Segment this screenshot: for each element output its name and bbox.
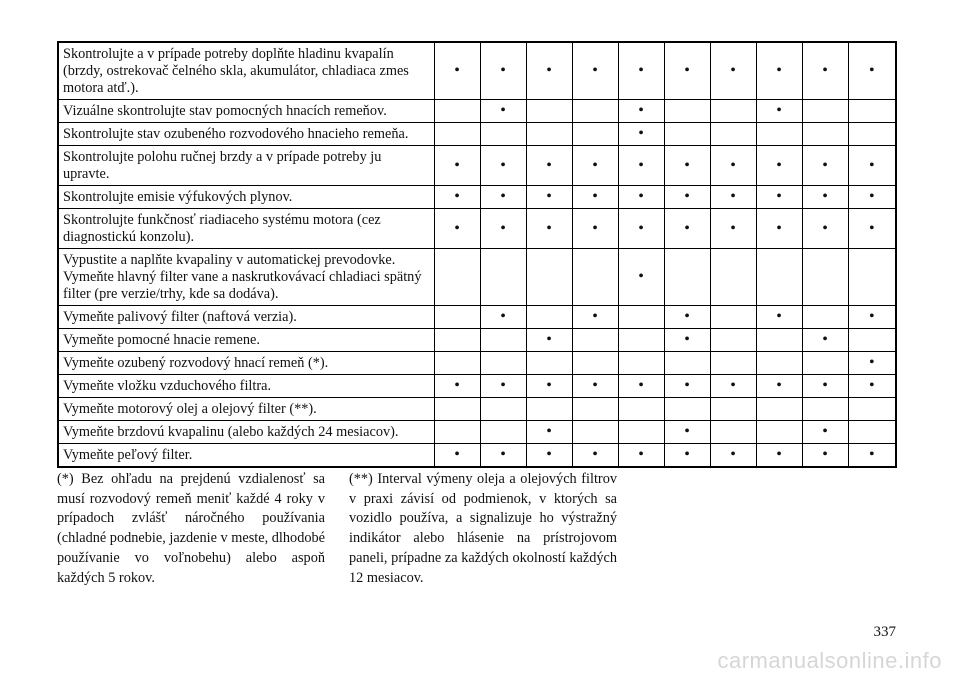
interval-cell: [526, 444, 572, 468]
interval-cell: [526, 186, 572, 209]
bullet-mark: •: [638, 446, 644, 463]
interval-cell: [434, 398, 480, 421]
interval-cell: [572, 209, 618, 249]
bullet-mark: •: [500, 156, 506, 174]
interval-cell: [802, 398, 848, 421]
bullet-mark: •: [776, 188, 782, 205]
bullet-mark: •: [684, 331, 690, 348]
bullet-mark: •: [546, 62, 552, 79]
bullet-mark: •: [776, 62, 782, 79]
interval-cell: [756, 421, 802, 444]
interval-cell: [848, 329, 896, 352]
bullet-mark: •: [638, 188, 644, 205]
bullet-mark: •: [546, 331, 552, 348]
interval-cell: [756, 146, 802, 186]
interval-cell: [618, 329, 664, 352]
task-description: Vypustite a naplňte kvapaliny v automatickej prevodovke. Vymeňte hlavný filter vane a naskrutkovávací chladiaci spätný filter (pre verzie/trhy, kde sa dodáva).: [58, 249, 434, 306]
interval-cell: [572, 123, 618, 146]
bullet-mark: •: [546, 188, 552, 205]
interval-cell: [618, 421, 664, 444]
bullet-mark: •: [868, 354, 875, 371]
task-description: Vizuálne skontrolujte stav pomocných hnacích remeňov.: [58, 100, 434, 123]
interval-cell: [618, 146, 664, 186]
bullet-mark: •: [868, 156, 875, 174]
interval-cell: [802, 249, 848, 306]
bullet-mark: •: [822, 446, 828, 463]
interval-cell: [480, 100, 526, 123]
task-description: Skontrolujte polohu ručnej brzdy a v prípade potreby ju upravte.: [58, 146, 434, 186]
bullet-mark: •: [822, 219, 828, 237]
interval-cell: [572, 42, 618, 100]
bullet-mark: •: [546, 156, 552, 174]
interval-cell: [526, 123, 572, 146]
interval-cell: [618, 123, 664, 146]
interval-cell: [848, 42, 896, 100]
bullet-mark: •: [454, 377, 460, 394]
bullet-mark: •: [684, 446, 690, 463]
table-row: [58, 329, 896, 352]
interval-cell: [848, 146, 896, 186]
interval-cell: [848, 352, 896, 375]
interval-cell: [664, 375, 710, 398]
bullet-mark: •: [684, 308, 690, 325]
interval-cell: [618, 444, 664, 468]
interval-cell: [572, 444, 618, 468]
interval-cell: [802, 352, 848, 375]
interval-cell: [848, 375, 896, 398]
bullet-mark: •: [684, 62, 690, 79]
interval-cell: [434, 146, 480, 186]
bullet-mark: •: [454, 219, 460, 237]
interval-cell: [756, 352, 802, 375]
interval-cell: [526, 42, 572, 100]
interval-cell: [664, 146, 710, 186]
interval-cell: [480, 444, 526, 468]
interval-cell: [664, 123, 710, 146]
interval-cell: [480, 186, 526, 209]
bullet-mark: •: [730, 62, 736, 79]
interval-cell: [618, 352, 664, 375]
interval-cell: [572, 306, 618, 329]
interval-cell: [526, 100, 572, 123]
interval-cell: [480, 329, 526, 352]
interval-cell: [526, 306, 572, 329]
interval-cell: [434, 100, 480, 123]
bullet-mark: •: [592, 62, 598, 79]
interval-cell: [756, 444, 802, 468]
interval-cell: [434, 209, 480, 249]
bullet-mark: •: [822, 423, 828, 440]
bullet-mark: •: [730, 219, 736, 237]
interval-cell: [572, 146, 618, 186]
interval-cell: [664, 209, 710, 249]
bullet-mark: •: [454, 156, 460, 174]
interval-cell: [434, 329, 480, 352]
bullet-mark: •: [500, 377, 506, 394]
table-row: [58, 186, 896, 209]
interval-cell: [526, 375, 572, 398]
bullet-mark: •: [500, 446, 506, 463]
interval-cell: [710, 186, 756, 209]
interval-cell: [480, 123, 526, 146]
bullet-mark: •: [868, 62, 875, 79]
interval-cell: [572, 186, 618, 209]
interval-cell: [526, 146, 572, 186]
interval-cell: [434, 42, 480, 100]
bullet-mark: •: [638, 62, 644, 79]
task-description: Vymeňte peľový filter.: [58, 444, 434, 468]
interval-cell: [848, 444, 896, 468]
interval-cell: [480, 306, 526, 329]
interval-cell: [434, 375, 480, 398]
interval-cell: [572, 329, 618, 352]
bullet-mark: •: [822, 377, 828, 394]
bullet-mark: •: [822, 188, 828, 205]
table-row: [58, 398, 896, 421]
interval-cell: [526, 249, 572, 306]
interval-cell: [848, 306, 896, 329]
bullet-mark: •: [500, 188, 506, 205]
interval-cell: [526, 209, 572, 249]
interval-cell: [618, 375, 664, 398]
interval-cell: [710, 306, 756, 329]
table-row: [58, 123, 896, 146]
bullet-mark: •: [868, 308, 875, 325]
bullet-mark: •: [592, 446, 598, 463]
interval-cell: [756, 398, 802, 421]
bullet-mark: •: [638, 268, 644, 285]
table-row: [58, 146, 896, 186]
table-row: [58, 375, 896, 398]
interval-cell: [710, 352, 756, 375]
interval-cell: [664, 42, 710, 100]
interval-cell: [710, 329, 756, 352]
task-description: Skontrolujte a v prípade potreby doplňte hladinu kvapalín (brzdy, ostrekovač čelného skla, akumulátor, chladiaca zmes motora atď.).: [58, 42, 434, 100]
task-description: Vymeňte palivový filter (naftová verzia).: [58, 306, 434, 329]
interval-cell: [756, 100, 802, 123]
interval-cell: [526, 398, 572, 421]
interval-cell: [802, 186, 848, 209]
interval-cell: [756, 249, 802, 306]
interval-cell: [756, 329, 802, 352]
interval-cell: [480, 375, 526, 398]
interval-cell: [802, 100, 848, 123]
bullet-mark: •: [638, 156, 644, 174]
interval-cell: [480, 398, 526, 421]
interval-cell: [480, 209, 526, 249]
interval-cell: [802, 42, 848, 100]
bullet-mark: •: [868, 188, 875, 205]
bullet-mark: •: [776, 219, 782, 237]
bullet-mark: •: [592, 188, 598, 205]
bullet-mark: •: [638, 219, 644, 237]
interval-cell: [710, 249, 756, 306]
interval-cell: [480, 146, 526, 186]
bullet-mark: •: [776, 377, 782, 394]
bullet-mark: •: [730, 377, 736, 394]
interval-cell: [756, 209, 802, 249]
interval-cell: [802, 146, 848, 186]
bullet-mark: •: [638, 125, 644, 142]
task-description: Skontrolujte emisie výfukových plynov.: [58, 186, 434, 209]
interval-cell: [802, 123, 848, 146]
interval-cell: [572, 398, 618, 421]
interval-cell: [756, 186, 802, 209]
bullet-mark: •: [454, 62, 460, 79]
bullet-mark: •: [868, 219, 875, 237]
bullet-mark: •: [684, 423, 690, 440]
interval-cell: [526, 329, 572, 352]
table-row: [58, 209, 896, 249]
bullet-mark: •: [822, 62, 828, 79]
table-row: [58, 249, 896, 306]
interval-cell: [572, 421, 618, 444]
table-row: [58, 421, 896, 444]
interval-cell: [526, 352, 572, 375]
bullet-mark: •: [546, 446, 552, 463]
interval-cell: [802, 421, 848, 444]
interval-cell: [434, 186, 480, 209]
bullet-mark: •: [684, 188, 690, 205]
interval-cell: [618, 42, 664, 100]
task-description: Skontrolujte funkčnosť riadiaceho systému motora (cez diagnostickú konzolu).: [58, 209, 434, 249]
task-description: Vymeňte ozubený rozvodový hnací remeň (*).: [58, 352, 434, 375]
interval-cell: [848, 123, 896, 146]
bullet-mark: •: [500, 219, 506, 237]
bullet-mark: •: [776, 156, 782, 174]
interval-cell: [710, 123, 756, 146]
task-description: Skontrolujte stav ozubeného rozvodového hnacieho remeňa.: [58, 123, 434, 146]
interval-cell: [710, 444, 756, 468]
schedule-body: [58, 42, 896, 467]
interval-cell: [618, 398, 664, 421]
interval-cell: [618, 100, 664, 123]
interval-cell: [664, 249, 710, 306]
interval-cell: [756, 375, 802, 398]
table-row: [58, 306, 896, 329]
interval-cell: [710, 146, 756, 186]
bullet-mark: •: [822, 156, 828, 174]
interval-cell: [480, 352, 526, 375]
interval-cell: [802, 444, 848, 468]
interval-cell: [572, 375, 618, 398]
interval-cell: [618, 306, 664, 329]
interval-cell: [848, 398, 896, 421]
bullet-mark: •: [454, 188, 460, 205]
interval-cell: [710, 209, 756, 249]
interval-cell: [480, 42, 526, 100]
bullet-mark: •: [730, 156, 736, 174]
interval-cell: [710, 398, 756, 421]
interval-cell: [802, 209, 848, 249]
interval-cell: [848, 249, 896, 306]
task-description: Vymeňte pomocné hnacie remene.: [58, 329, 434, 352]
table-row: [58, 100, 896, 123]
bullet-mark: •: [776, 308, 782, 325]
interval-cell: [710, 375, 756, 398]
interval-cell: [802, 306, 848, 329]
interval-cell: [434, 421, 480, 444]
task-description: Vymeňte motorový olej a olejový filter (**).: [58, 398, 434, 421]
interval-cell: [572, 249, 618, 306]
interval-cell: [480, 421, 526, 444]
bullet-mark: •: [638, 102, 644, 119]
interval-cell: [664, 421, 710, 444]
interval-cell: [618, 209, 664, 249]
interval-cell: [664, 306, 710, 329]
interval-cell: [848, 186, 896, 209]
interval-cell: [434, 352, 480, 375]
bullet-mark: •: [776, 446, 782, 463]
bullet-mark: •: [638, 377, 644, 394]
interval-cell: [756, 42, 802, 100]
table-row: [58, 42, 896, 100]
interval-cell: [710, 42, 756, 100]
interval-cell: [664, 186, 710, 209]
bullet-mark: •: [684, 377, 690, 394]
bullet-mark: •: [546, 377, 552, 394]
interval-cell: [434, 249, 480, 306]
bullet-mark: •: [684, 219, 690, 237]
task-description: Vymeňte vložku vzduchového filtra.: [58, 375, 434, 398]
interval-cell: [664, 444, 710, 468]
bullet-mark: •: [730, 188, 736, 205]
interval-cell: [710, 100, 756, 123]
maintenance-schedule-table: [57, 41, 897, 468]
interval-cell: [756, 306, 802, 329]
interval-cell: [802, 329, 848, 352]
bullet-mark: •: [730, 446, 736, 463]
bullet-mark: •: [592, 219, 598, 237]
interval-cell: [848, 209, 896, 249]
bullet-mark: •: [868, 446, 875, 463]
bullet-mark: •: [546, 423, 552, 440]
interval-cell: [434, 306, 480, 329]
bullet-mark: •: [592, 377, 598, 394]
interval-cell: [802, 375, 848, 398]
bullet-mark: •: [868, 377, 875, 394]
bullet-mark: •: [500, 308, 506, 325]
bullet-mark: •: [592, 308, 598, 325]
interval-cell: [572, 352, 618, 375]
interval-cell: [434, 123, 480, 146]
bullet-mark: •: [500, 62, 506, 79]
interval-cell: [710, 421, 756, 444]
watermark: carmanualsonline.info: [717, 648, 942, 673]
interval-cell: [526, 421, 572, 444]
interval-cell: [618, 186, 664, 209]
bullet-mark: •: [684, 156, 690, 174]
interval-cell: [572, 100, 618, 123]
interval-cell: [664, 398, 710, 421]
bullet-mark: •: [546, 219, 552, 237]
interval-cell: [664, 100, 710, 123]
footnote-timing-belt: (*) Bez ohľadu na prejdenú vzdialenosť sa musí rozvodový remeň meniť každé 4 roky v prípadoch zvlášť náročného používania (chladné podnebie, jazdenie v meste, dlhodobé používanie vo voľnobehu) alebo aspoň každých 5 rokov.: [57, 471, 325, 586]
footnote-oil-change: (**) Interval výmeny oleja a olejových filtrov v praxi závisí od podmienok, v ktorých sa vozidlo používa, a signalizuje ho výstražný indikátor alebo hlásenie na prístrojovom paneli, prípadne za každých okolností každých 12 mesiacov.: [349, 471, 617, 586]
page-number: 337: [873, 624, 896, 640]
interval-cell: [664, 352, 710, 375]
interval-cell: [480, 249, 526, 306]
table-row: [58, 444, 896, 468]
bullet-mark: •: [776, 102, 782, 119]
bullet-mark: •: [822, 331, 828, 348]
interval-cell: [848, 100, 896, 123]
task-description: Vymeňte brzdovú kvapalinu (alebo každých 24 mesiacov).: [58, 421, 434, 444]
bullet-mark: •: [454, 446, 460, 463]
interval-cell: [664, 329, 710, 352]
interval-cell: [848, 421, 896, 444]
bullet-mark: •: [500, 102, 506, 119]
table-row: [58, 352, 896, 375]
interval-cell: [434, 444, 480, 468]
interval-cell: [756, 123, 802, 146]
bullet-mark: •: [592, 156, 598, 174]
interval-cell: [618, 249, 664, 306]
